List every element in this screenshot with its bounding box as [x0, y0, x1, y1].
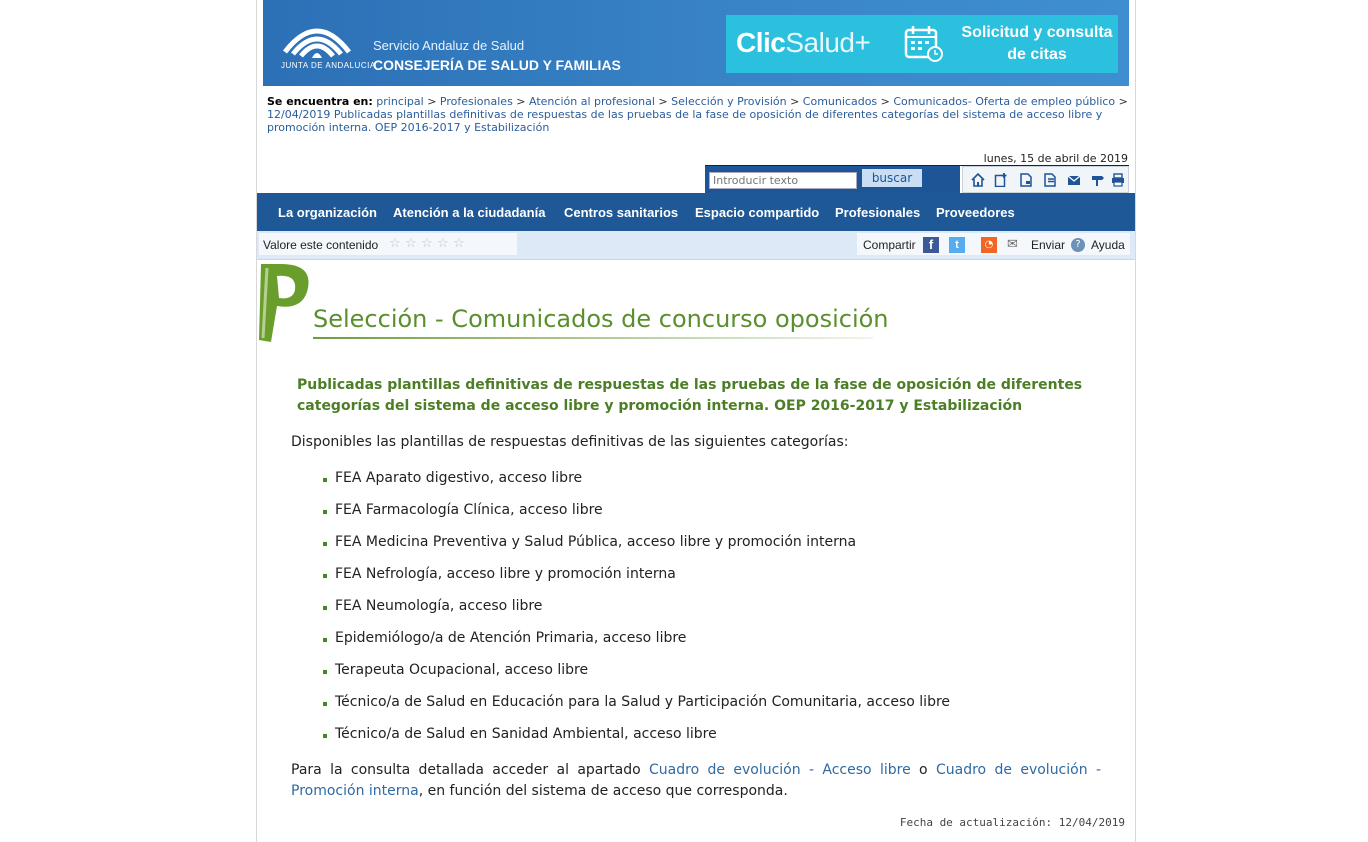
- breadcrumb-separator: >: [880, 95, 890, 108]
- list-item-text: FEA Neumología, acceso libre: [335, 598, 543, 614]
- envelope-icon[interactable]: ✉: [1007, 237, 1018, 252]
- breadcrumb-separator: >: [516, 95, 526, 108]
- nav-item-centros[interactable]: Centros sanitarios: [564, 205, 679, 220]
- outro-text: Para la consulta detallada acceder al apartado: [291, 762, 650, 778]
- tool-icon[interactable]: [1091, 173, 1105, 187]
- list-item-text: FEA Aparato digestivo, acceso libre: [335, 470, 583, 486]
- logo-text: JUNTA DE ANDALUCIA: [281, 61, 376, 70]
- current-date: lunes, 15 de abril de 2019: [983, 152, 1128, 165]
- breadcrumb-prefix: Se encuentra en:: [267, 95, 373, 108]
- list-item: [321, 661, 950, 693]
- article-intro: Disponibles las plantillas de respuestas definitivas de las siguientes categorías:: [291, 434, 849, 450]
- search-input[interactable]: [709, 172, 857, 189]
- breadcrumb-item-principal[interactable]: principal: [376, 95, 424, 108]
- star-icon[interactable]: ☆: [453, 236, 465, 251]
- breadcrumb: [267, 95, 1131, 134]
- list-item-text: Terapeuta Ocupacional, acceso libre: [335, 662, 589, 678]
- clicsalud-text: Solicitud y consulta de citas: [961, 24, 1113, 63]
- bullet: [323, 670, 327, 674]
- list-item: [321, 565, 950, 597]
- page-container: [256, 0, 1136, 842]
- rating-share-bar: [257, 231, 1135, 260]
- help-link[interactable]: Ayuda: [1091, 238, 1125, 252]
- list-item: [321, 629, 950, 661]
- link-cuadro-acceso-libre[interactable]: Cuadro de evolución - Acceso libre: [649, 762, 911, 778]
- send-link[interactable]: Enviar: [1031, 238, 1066, 252]
- org-name-consejeria: CONSEJERÍA DE SALUD Y FAMILIAS: [373, 57, 621, 73]
- article-outro: [291, 760, 1101, 802]
- nav-item-profesionales[interactable]: Profesionales: [835, 205, 921, 220]
- list-item-text: FEA Nefrología, acceso libre y promoción interna: [335, 566, 676, 582]
- print-icon[interactable]: [1111, 173, 1125, 187]
- star-icon[interactable]: ☆: [405, 236, 417, 251]
- list-item-text: Técnico/a de Salud en Educación para la Salud y Participación Comunitaria, acceso libre: [335, 694, 951, 710]
- article-title: Publicadas plantillas definitivas de respuestas de las pruebas de la fase de oposición de diferentes categorías del sistema de acceso libre y promoción interna. OEP 2016-2017 y Estabilización: [297, 377, 1083, 414]
- nav-item-espacio[interactable]: Espacio compartido: [695, 205, 820, 220]
- page-icon[interactable]: [1019, 173, 1033, 187]
- share-label: Compartir: [863, 238, 916, 252]
- org-name-sas: Servicio Andaluz de Salud: [373, 38, 525, 53]
- twitter-icon[interactable]: t: [949, 237, 965, 253]
- list-item: [321, 693, 950, 725]
- bullet: [323, 478, 327, 482]
- nav-item-ciudadania[interactable]: Atención a la ciudadanía: [393, 205, 546, 220]
- rating-label: Valore este contenido: [263, 238, 379, 252]
- clicsalud-logo: [736, 27, 870, 59]
- bullet: [323, 606, 327, 610]
- bullet: [323, 574, 327, 578]
- help-icon[interactable]: ?: [1071, 238, 1085, 252]
- share-box: [857, 233, 1130, 255]
- list-item: [321, 469, 950, 501]
- list-item: [321, 501, 950, 533]
- clicsalud-logo-a: Clic: [736, 27, 786, 58]
- facebook-icon[interactable]: f: [923, 237, 939, 253]
- bullet: [323, 542, 327, 546]
- add-page-icon[interactable]: [994, 173, 1008, 187]
- section-title: Selección - Comunicados de concurso oposición: [313, 305, 889, 333]
- page-list-icon[interactable]: [1043, 173, 1057, 187]
- section-underline: [313, 337, 873, 339]
- breadcrumb-item-current[interactable]: 12/04/2019 Publicadas plantillas definitivas de respuestas de las pruebas de la fase de oposición de diferentes categorías del sistema de acceso libre y promoción interna. OEP 2016-2017 y Estabilización: [267, 108, 1103, 134]
- rss-icon[interactable]: ◔: [981, 237, 997, 253]
- bullet: [323, 702, 327, 706]
- clicsalud-banner[interactable]: [726, 15, 1118, 73]
- search-button[interactable]: buscar: [862, 169, 922, 187]
- bullet: [323, 734, 327, 738]
- link-cuadro-promocion-interna[interactable]: Cuadro de evolución - Promoción interna: [291, 762, 1101, 799]
- home-icon[interactable]: [971, 173, 985, 187]
- list-item: [321, 725, 950, 757]
- breadcrumb-separator: >: [658, 95, 668, 108]
- bullet: [323, 638, 327, 642]
- outro-text: , en función del sistema de acceso que corresponda.: [418, 783, 788, 799]
- breadcrumb-item-seleccion[interactable]: Selección y Provisión: [671, 95, 787, 108]
- update-date: Fecha de actualización: 12/04/2019: [899, 816, 1125, 829]
- site-header: [263, 0, 1129, 86]
- breadcrumb-item-profesionales[interactable]: Profesionales: [439, 95, 513, 108]
- list-item-text: FEA Medicina Preventiva y Salud Pública, acceso libre y promoción interna: [335, 534, 857, 550]
- breadcrumb-separator: >: [1118, 95, 1128, 108]
- clicsalud-logo-b: Salud+: [785, 27, 871, 58]
- main-nav: [257, 193, 1135, 231]
- section-p-logo-icon: [257, 258, 317, 348]
- star-icon[interactable]: ☆: [421, 236, 433, 251]
- calendar-icon: [904, 25, 944, 63]
- breadcrumb-item-comunicados[interactable]: Comunicados: [802, 95, 878, 108]
- toolbar: [962, 166, 1129, 193]
- mail-icon[interactable]: [1067, 173, 1081, 187]
- list-item: [321, 533, 950, 565]
- bullet: [323, 510, 327, 514]
- star-icon[interactable]: ☆: [437, 236, 449, 251]
- breadcrumb-separator: >: [790, 95, 800, 108]
- rating-box: [259, 233, 517, 255]
- breadcrumb-item-oferta[interactable]: Comunicados- Oferta de empleo público: [893, 95, 1116, 108]
- list-item: [321, 597, 950, 629]
- list-item-text: Epidemiólogo/a de Atención Primaria, acceso libre: [335, 630, 687, 646]
- category-list: [321, 469, 950, 757]
- breadcrumb-separator: >: [427, 95, 437, 108]
- list-item-text: FEA Farmacología Clínica, acceso libre: [335, 502, 603, 518]
- breadcrumb-item-atencion[interactable]: Atención al profesional: [529, 95, 655, 108]
- star-icon[interactable]: ☆: [389, 236, 401, 251]
- list-item-text: Técnico/a de Salud en Sanidad Ambiental, acceso libre: [335, 726, 717, 742]
- outro-text: o: [910, 762, 936, 778]
- nav-item-organizacion[interactable]: La organización: [278, 205, 377, 220]
- nav-item-proveedores[interactable]: Proveedores: [936, 205, 1015, 220]
